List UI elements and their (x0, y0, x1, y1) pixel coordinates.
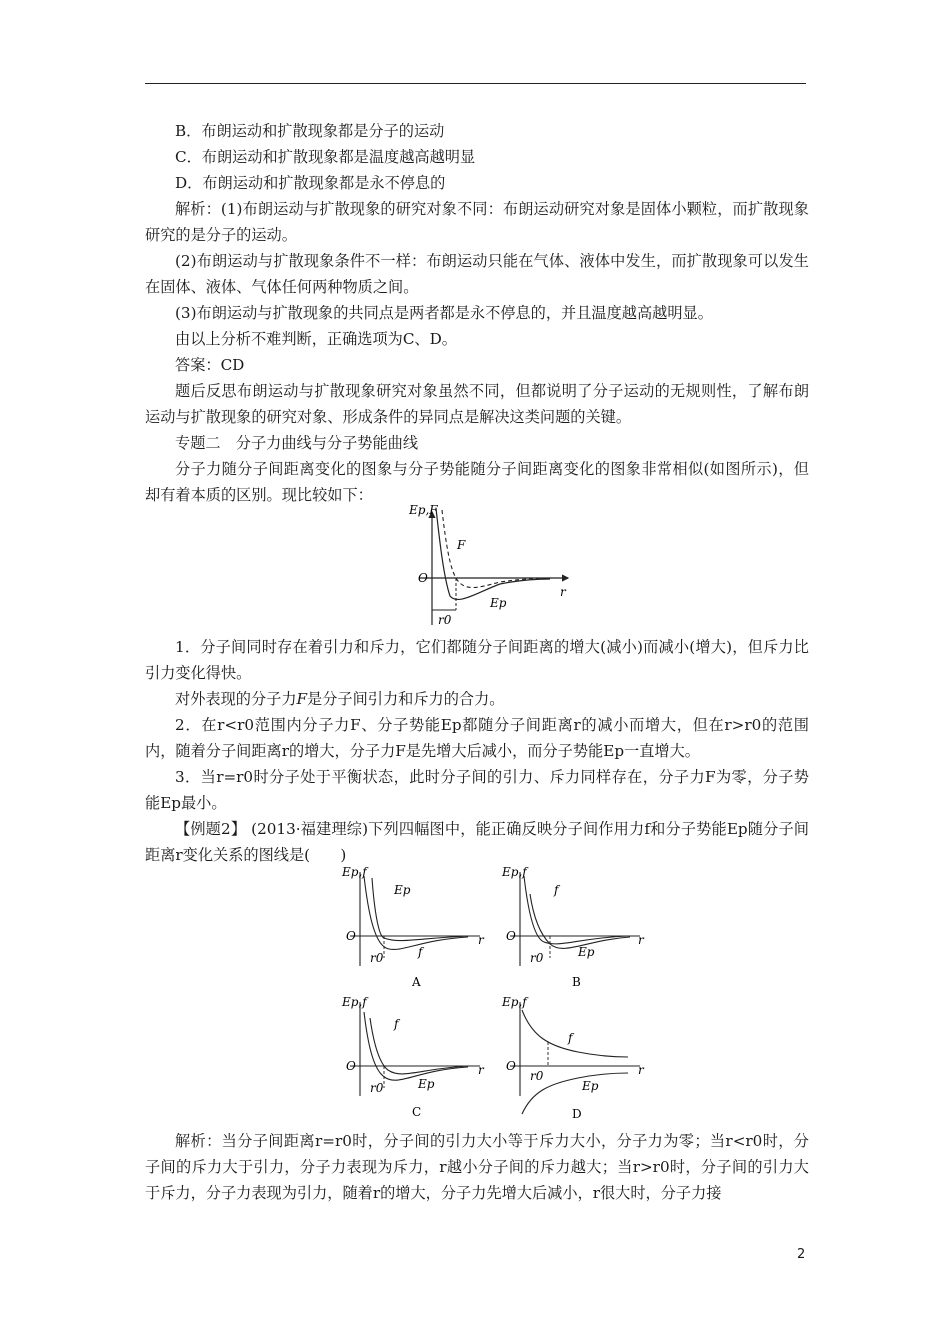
r-axis-label: r (478, 1063, 484, 1077)
example-2: 【例题2】 (2013·福建理综)下列四幅图中，能正确反映分子间作用力f和分子势能Ep随分子间距离r变化关系的图线是( ) (145, 820, 809, 864)
r-axis-label: r (560, 585, 566, 599)
reflection: 题后反思布朗运动与扩散现象研究对象虽然不同，但都说明了分子运动的无规则性，了解布朗运动与扩散现象的研究对象、形成条件的异同点是解决这类问题的关键。 (145, 382, 809, 426)
y-axis-label: Ep,F (409, 503, 438, 517)
ep-curve (530, 894, 630, 948)
main-graph-svg (400, 500, 580, 630)
force-curve-label: F (457, 538, 466, 552)
analysis-para-1: 解析：(1)布朗运动与扩散现象的研究对象不同：布朗运动研究对象是固体小颗粒，而扩散现象研究的是分子的运动。 (145, 200, 809, 244)
ep-curve (436, 508, 550, 599)
text-block-2 (145, 634, 809, 868)
option-d: D．布朗运动和扩散现象都是永不停息的 (175, 174, 446, 192)
point-1: 1．分子间同时存在着引力和斥力，它们都随分子间距离的增大(减小)而减小(增大)，但斥力比引力变化得快。 (145, 638, 809, 682)
choice-letter: C (412, 1105, 422, 1119)
origin-label: O (346, 1059, 356, 1073)
y-axis-label: Ep,f (502, 865, 527, 879)
r0-label: r0 (370, 1081, 384, 1095)
f-label: f (418, 945, 423, 959)
answer: 答案：CD (175, 356, 245, 374)
ep-label: Ep (394, 883, 411, 897)
r-axis-label: r (478, 933, 484, 947)
origin-label: O (346, 929, 356, 943)
origin-label: O (506, 1059, 516, 1073)
origin-label: O (418, 571, 428, 585)
f-label: f (568, 1031, 573, 1045)
f-curve (524, 876, 628, 944)
r0-label: r0 (438, 613, 452, 627)
ep-label: Ep (582, 1079, 599, 1093)
choice-graph-d (498, 996, 648, 1130)
point-1b: 对外表现的分子力F是分子间引力和斥力的合力。 (175, 690, 505, 708)
choice-letter: D (572, 1107, 582, 1121)
figure-main-graph (400, 500, 580, 634)
ep-curve (364, 1012, 468, 1080)
analysis-para-2: (2)布朗运动与扩散现象条件不一样：布朗运动只能在气体、液体中发生，而扩散现象可以发生在固体、液体、气体任何两种物质之间。 (145, 252, 809, 296)
y-axis-label: Ep,f (502, 995, 527, 1009)
topic-intro: 分子力随分子间距离变化的图象与分子势能随分子间距离变化的图象非常相似(如图所示)，但却有着本质的区别。现比较如下： (145, 460, 809, 504)
choice-graph-a (338, 866, 488, 1000)
f-curve (522, 1010, 628, 1057)
header-rule (145, 83, 806, 84)
choice-graph-c (338, 996, 488, 1130)
ep-label: Ep (418, 1077, 435, 1091)
y-axis-label: Ep,f (342, 995, 367, 1009)
point-2: 2．在r<r0范围内分子力F、分子势能Ep都随分子间距离r的减小而增大，但在r>r0的范围内，随着分子间距离r的增大，分子力F是先增大后减小，而分子势能Ep一直增大。 (145, 716, 809, 760)
f-curve (372, 878, 470, 941)
point-3: 3．当r=r0时分子处于平衡状态，此时分子间的引力、斥力同样存在，分子力F为零，分子势能Ep最小。 (145, 768, 809, 812)
text-block-3 (145, 1128, 809, 1206)
r-axis-label: r (638, 1063, 644, 1077)
r0-label: r0 (530, 1069, 544, 1083)
y-axis-label: Ep,f (342, 865, 367, 879)
ep-curve (364, 876, 468, 949)
page-number: 2 (797, 1247, 806, 1262)
choice-graph-b (498, 866, 648, 1000)
r0-label: r0 (530, 951, 544, 965)
analysis-2: 解析：当分子间距离r=r0时，分子间的引力大小等于斥力大小，分子力为零；当r<r0时，分子间的斥力大于引力，分子力表现为斥力，r越小分子间的斥力越大；当r>r0时，分子间的引力大于斥力，分子力表现为引力，随着r的增大，分子力先增大后减小，r很大时，分子力接 (145, 1132, 809, 1202)
text-block-1 (145, 118, 809, 508)
f-label: f (394, 1017, 399, 1031)
origin-label: O (506, 929, 516, 943)
r-axis-label: r (638, 933, 644, 947)
ep-label: Ep (578, 945, 595, 959)
f-label: f (554, 883, 559, 897)
r0-label: r0 (370, 951, 384, 965)
option-c: C．布朗运动和扩散现象都是温度越高越明显 (175, 148, 476, 166)
option-b: B．布朗运动和扩散现象都是分子的运动 (175, 122, 445, 140)
choice-letter: B (572, 975, 581, 989)
analysis-conclusion: 由以上分析不难判断，正确选项为C、D。 (175, 330, 457, 348)
ep-curve-label: Ep (490, 596, 507, 610)
analysis-para-3: (3)布朗运动与扩散现象的共同点是两者都是永不停息的，并且温度越高越明显。 (175, 304, 713, 322)
choice-letter: A (412, 975, 421, 989)
topic-title: 专题二 分子力曲线与分子势能曲线 (175, 434, 418, 452)
